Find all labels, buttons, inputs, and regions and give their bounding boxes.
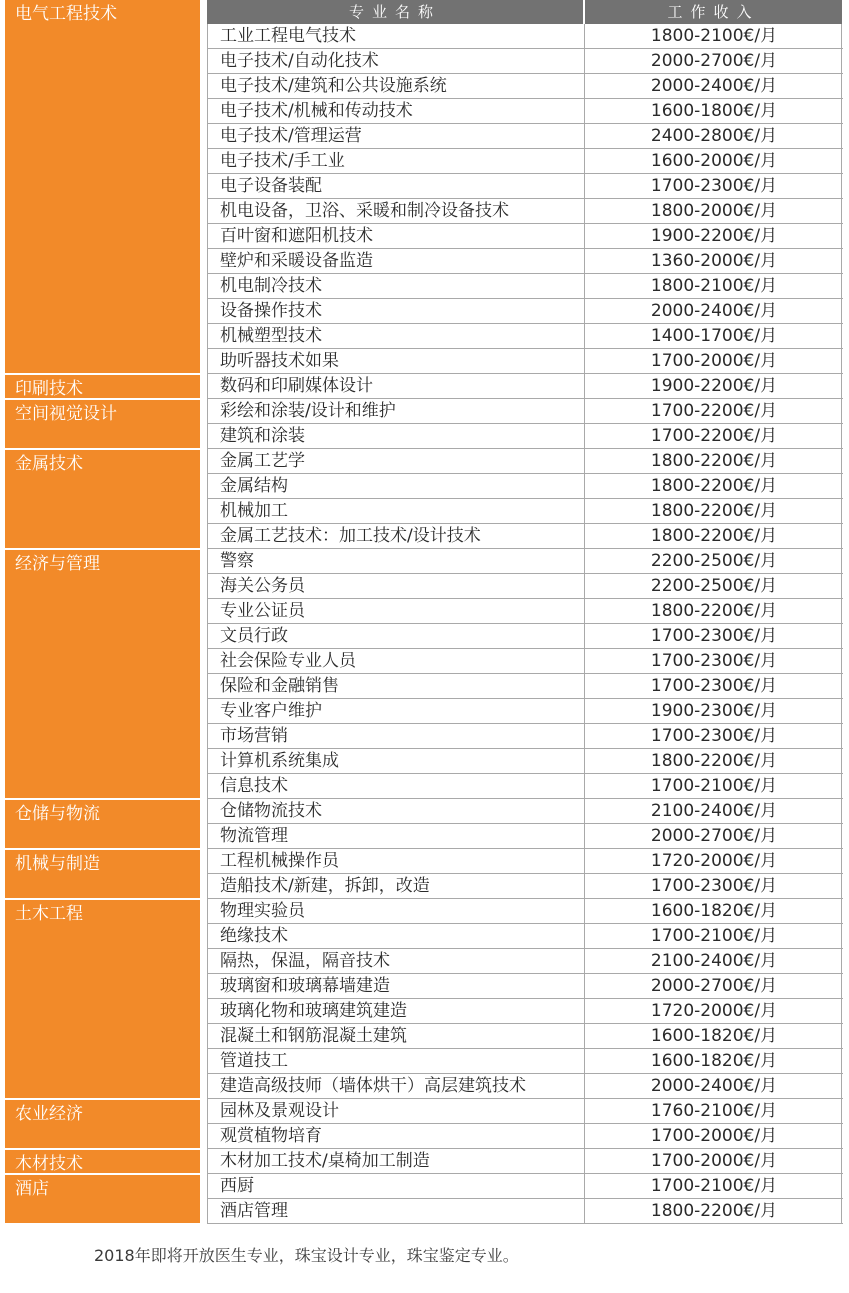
category-block [5,1175,200,1223]
category-label: 酒店 [15,1179,49,1199]
major-name-cell: 工程机械操作员 [208,849,585,873]
major-name-cell: 百叶窗和遮阳机技术 [208,224,585,248]
income-cell: 1760-2100€/月 [650,1101,778,1121]
income-cell: 1700-2100€/月 [650,926,778,946]
major-name-cell: 专业公证员 [208,599,585,623]
income-cell: 1700-2000€/月 [650,351,778,371]
major-name-cell: 西厨 [208,1174,585,1198]
table-row [208,1149,843,1174]
table-row [208,399,843,424]
income-cell: 2000-2400€/月 [650,1076,778,1096]
income-cell: 1800-2200€/月 [650,476,778,496]
table-row [208,424,843,449]
major-name-cell: 电子技术/管理运营 [208,124,585,148]
table-row [208,124,843,149]
category-label: 经济与管理 [15,554,100,574]
major-name-cell: 造船技术/新建，拆卸，改造 [208,874,585,898]
table-row [208,199,843,224]
table-row [208,974,843,999]
major-name-cell: 木材加工技术/桌椅加工制造 [208,1149,585,1173]
table-row [208,24,843,49]
income-cell: 1800-2100€/月 [650,276,778,296]
table-row [208,299,843,324]
major-name-cell: 金属工艺学 [208,449,585,473]
category-block [5,400,200,448]
category-label: 电气工程技术 [15,4,117,24]
category-block [5,850,200,898]
major-name-cell: 混凝土和钢筋混凝土建筑 [208,1024,585,1048]
footnote: 2018年即将开放医生专业，珠宝设计专业，珠宝鉴定专业。 [94,1246,519,1265]
income-cell: 1700-2100€/月 [650,776,778,796]
major-name-cell: 电子技术/手工业 [208,149,585,173]
income-cell: 1800-2200€/月 [650,751,778,771]
income-cell: 1800-2200€/月 [650,601,778,621]
table-row [208,824,843,849]
major-name-cell: 金属结构 [208,474,585,498]
income-cell: 1720-2000€/月 [650,851,778,871]
income-cell: 1600-1820€/月 [650,901,778,921]
income-cell: 2200-2500€/月 [650,576,778,596]
major-name-cell: 助听器技术如果 [208,349,585,373]
major-name-cell: 玻璃窗和玻璃幕墙建造 [208,974,585,998]
income-cell: 2000-2400€/月 [650,76,778,96]
income-cell: 1900-2200€/月 [650,226,778,246]
income-cell: 2100-2400€/月 [650,801,778,821]
category-block [5,375,200,398]
table-row [208,274,843,299]
table-row [208,1049,843,1074]
income-cell: 1700-2200€/月 [650,426,778,446]
income-cell: 1700-2300€/月 [650,676,778,696]
table-row [208,574,843,599]
table-row [208,1174,843,1199]
major-name-cell: 仓储物流技术 [208,799,585,823]
table-row [208,49,843,74]
major-name-cell: 物理实验员 [208,899,585,923]
income-cell: 1800-2200€/月 [650,526,778,546]
income-cell: 1800-2100€/月 [650,26,778,46]
major-name-cell: 物流管理 [208,824,585,848]
table-row [208,749,843,774]
category-label: 土木工程 [15,904,83,924]
category-block [5,900,200,1098]
table-row [208,499,843,524]
table-row [208,449,843,474]
major-name-cell: 电子技术/自动化技术 [208,49,585,73]
category-label: 机械与制造 [15,854,100,874]
income-cell: 1700-2300€/月 [650,651,778,671]
income-cell: 1900-2300€/月 [650,701,778,721]
table-row [208,999,843,1024]
category-label: 空间视觉设计 [15,404,117,424]
table-row [208,724,843,749]
table-row [208,649,843,674]
income-cell: 1360-2000€/月 [650,251,778,271]
major-name-cell: 彩绘和涂装/设计和维护 [208,399,585,423]
income-cell: 2100-2400€/月 [650,951,778,971]
table-row [208,874,843,899]
major-name-cell: 计算机系统集成 [208,749,585,773]
table-row [208,524,843,549]
major-name-cell: 电子技术/建筑和公共设施系统 [208,74,585,98]
table-row [208,1024,843,1049]
income-cell: 1400-1700€/月 [650,326,778,346]
major-name-cell: 园林及景观设计 [208,1099,585,1123]
category-label: 木材技术 [15,1154,83,1174]
table-row [208,624,843,649]
table-row [208,224,843,249]
income-cell: 1700-2300€/月 [650,626,778,646]
table-row [208,474,843,499]
major-name-cell: 酒店管理 [208,1199,585,1223]
table-row [208,149,843,174]
table-row [208,1074,843,1099]
income-cell: 1700-2300€/月 [650,876,778,896]
major-name-cell: 观赏植物培育 [208,1124,585,1148]
income-cell: 1700-2200€/月 [650,401,778,421]
category-block [5,1150,200,1173]
income-cell: 1700-2100€/月 [650,1176,778,1196]
income-cell: 2400-2800€/月 [650,126,778,146]
table-row [208,249,843,274]
major-name-cell: 市场营销 [208,724,585,748]
table-row [208,99,843,124]
income-cell: 1800-2000€/月 [650,201,778,221]
table-row [208,1099,843,1124]
major-name-cell: 警察 [208,549,585,573]
income-cell: 1600-1820€/月 [650,1051,778,1071]
major-name-cell: 管道技工 [208,1049,585,1073]
major-name-cell: 专业客户维护 [208,699,585,723]
table-row [208,1124,843,1149]
major-name-cell: 机电设备，卫浴、采暖和制冷设备技术 [208,199,585,223]
category-block [5,800,200,848]
major-name-cell: 金属工艺技术：加工技术/设计技术 [208,524,585,548]
income-cell: 1800-2200€/月 [650,501,778,521]
major-name-cell: 绝缘技术 [208,924,585,948]
income-cell: 1600-1800€/月 [650,101,778,121]
major-name-cell: 建造高级技师（墙体烘干）高层建筑技术 [208,1074,585,1098]
income-cell: 1720-2000€/月 [650,1001,778,1021]
category-label: 金属技术 [15,454,83,474]
income-cell: 2000-2700€/月 [650,51,778,71]
major-name-cell: 机电制冷技术 [208,274,585,298]
category-block [5,450,200,548]
income-cell: 2000-2700€/月 [650,976,778,996]
category-block [5,1100,200,1148]
income-cell: 1900-2200€/月 [650,376,778,396]
major-name-cell: 社会保险专业人员 [208,649,585,673]
table-row [208,799,843,824]
major-name-cell: 机械塑型技术 [208,324,585,348]
major-name-cell: 海关公务员 [208,574,585,598]
header-major-name: 专业名称 [207,0,583,24]
table-body [207,24,842,1224]
income-cell: 1700-2000€/月 [650,1126,778,1146]
income-cell: 1600-1820€/月 [650,1026,778,1046]
major-name-cell: 电子设备装配 [208,174,585,198]
income-cell: 1700-2300€/月 [650,176,778,196]
major-name-cell: 电子技术/机械和传动技术 [208,99,585,123]
table-row [208,699,843,724]
major-name-cell: 信息技术 [208,774,585,798]
table-row [208,674,843,699]
income-cell: 1700-2300€/月 [650,726,778,746]
table-row [208,924,843,949]
major-name-cell: 建筑和涂装 [208,424,585,448]
income-cell: 1800-2200€/月 [650,1201,778,1221]
income-cell: 2000-2700€/月 [650,826,778,846]
table-row [208,849,843,874]
category-block [5,0,200,373]
header-income: 工作收入 [585,0,842,24]
income-cell: 1600-2000€/月 [650,151,778,171]
income-cell: 2200-2500€/月 [650,551,778,571]
major-name-cell: 文员行政 [208,624,585,648]
major-name-cell: 设备操作技术 [208,299,585,323]
table-row [208,599,843,624]
category-label: 农业经济 [15,1104,83,1124]
category-label: 仓储与物流 [15,804,100,824]
major-name-cell: 工业工程电气技术 [208,24,585,48]
table-row [208,1199,843,1224]
major-name-cell: 机械加工 [208,499,585,523]
major-name-cell: 数码和印刷媒体设计 [208,374,585,398]
major-name-cell: 保险和金融销售 [208,674,585,698]
major-name-cell: 隔热，保温，隔音技术 [208,949,585,973]
table-row [208,324,843,349]
table-row [208,549,843,574]
table-row [208,349,843,374]
table-row [208,899,843,924]
category-label: 印刷技术 [15,379,83,399]
table-row [208,174,843,199]
category-block [5,550,200,798]
table-row [208,949,843,974]
major-name-cell: 壁炉和采暖设备监造 [208,249,585,273]
major-name-cell: 玻璃化物和玻璃建筑建造 [208,999,585,1023]
income-cell: 1700-2000€/月 [650,1151,778,1171]
income-cell: 2000-2400€/月 [650,301,778,321]
table-row [208,774,843,799]
table-row [208,374,843,399]
table-row [208,74,843,99]
income-cell: 1800-2200€/月 [650,451,778,471]
